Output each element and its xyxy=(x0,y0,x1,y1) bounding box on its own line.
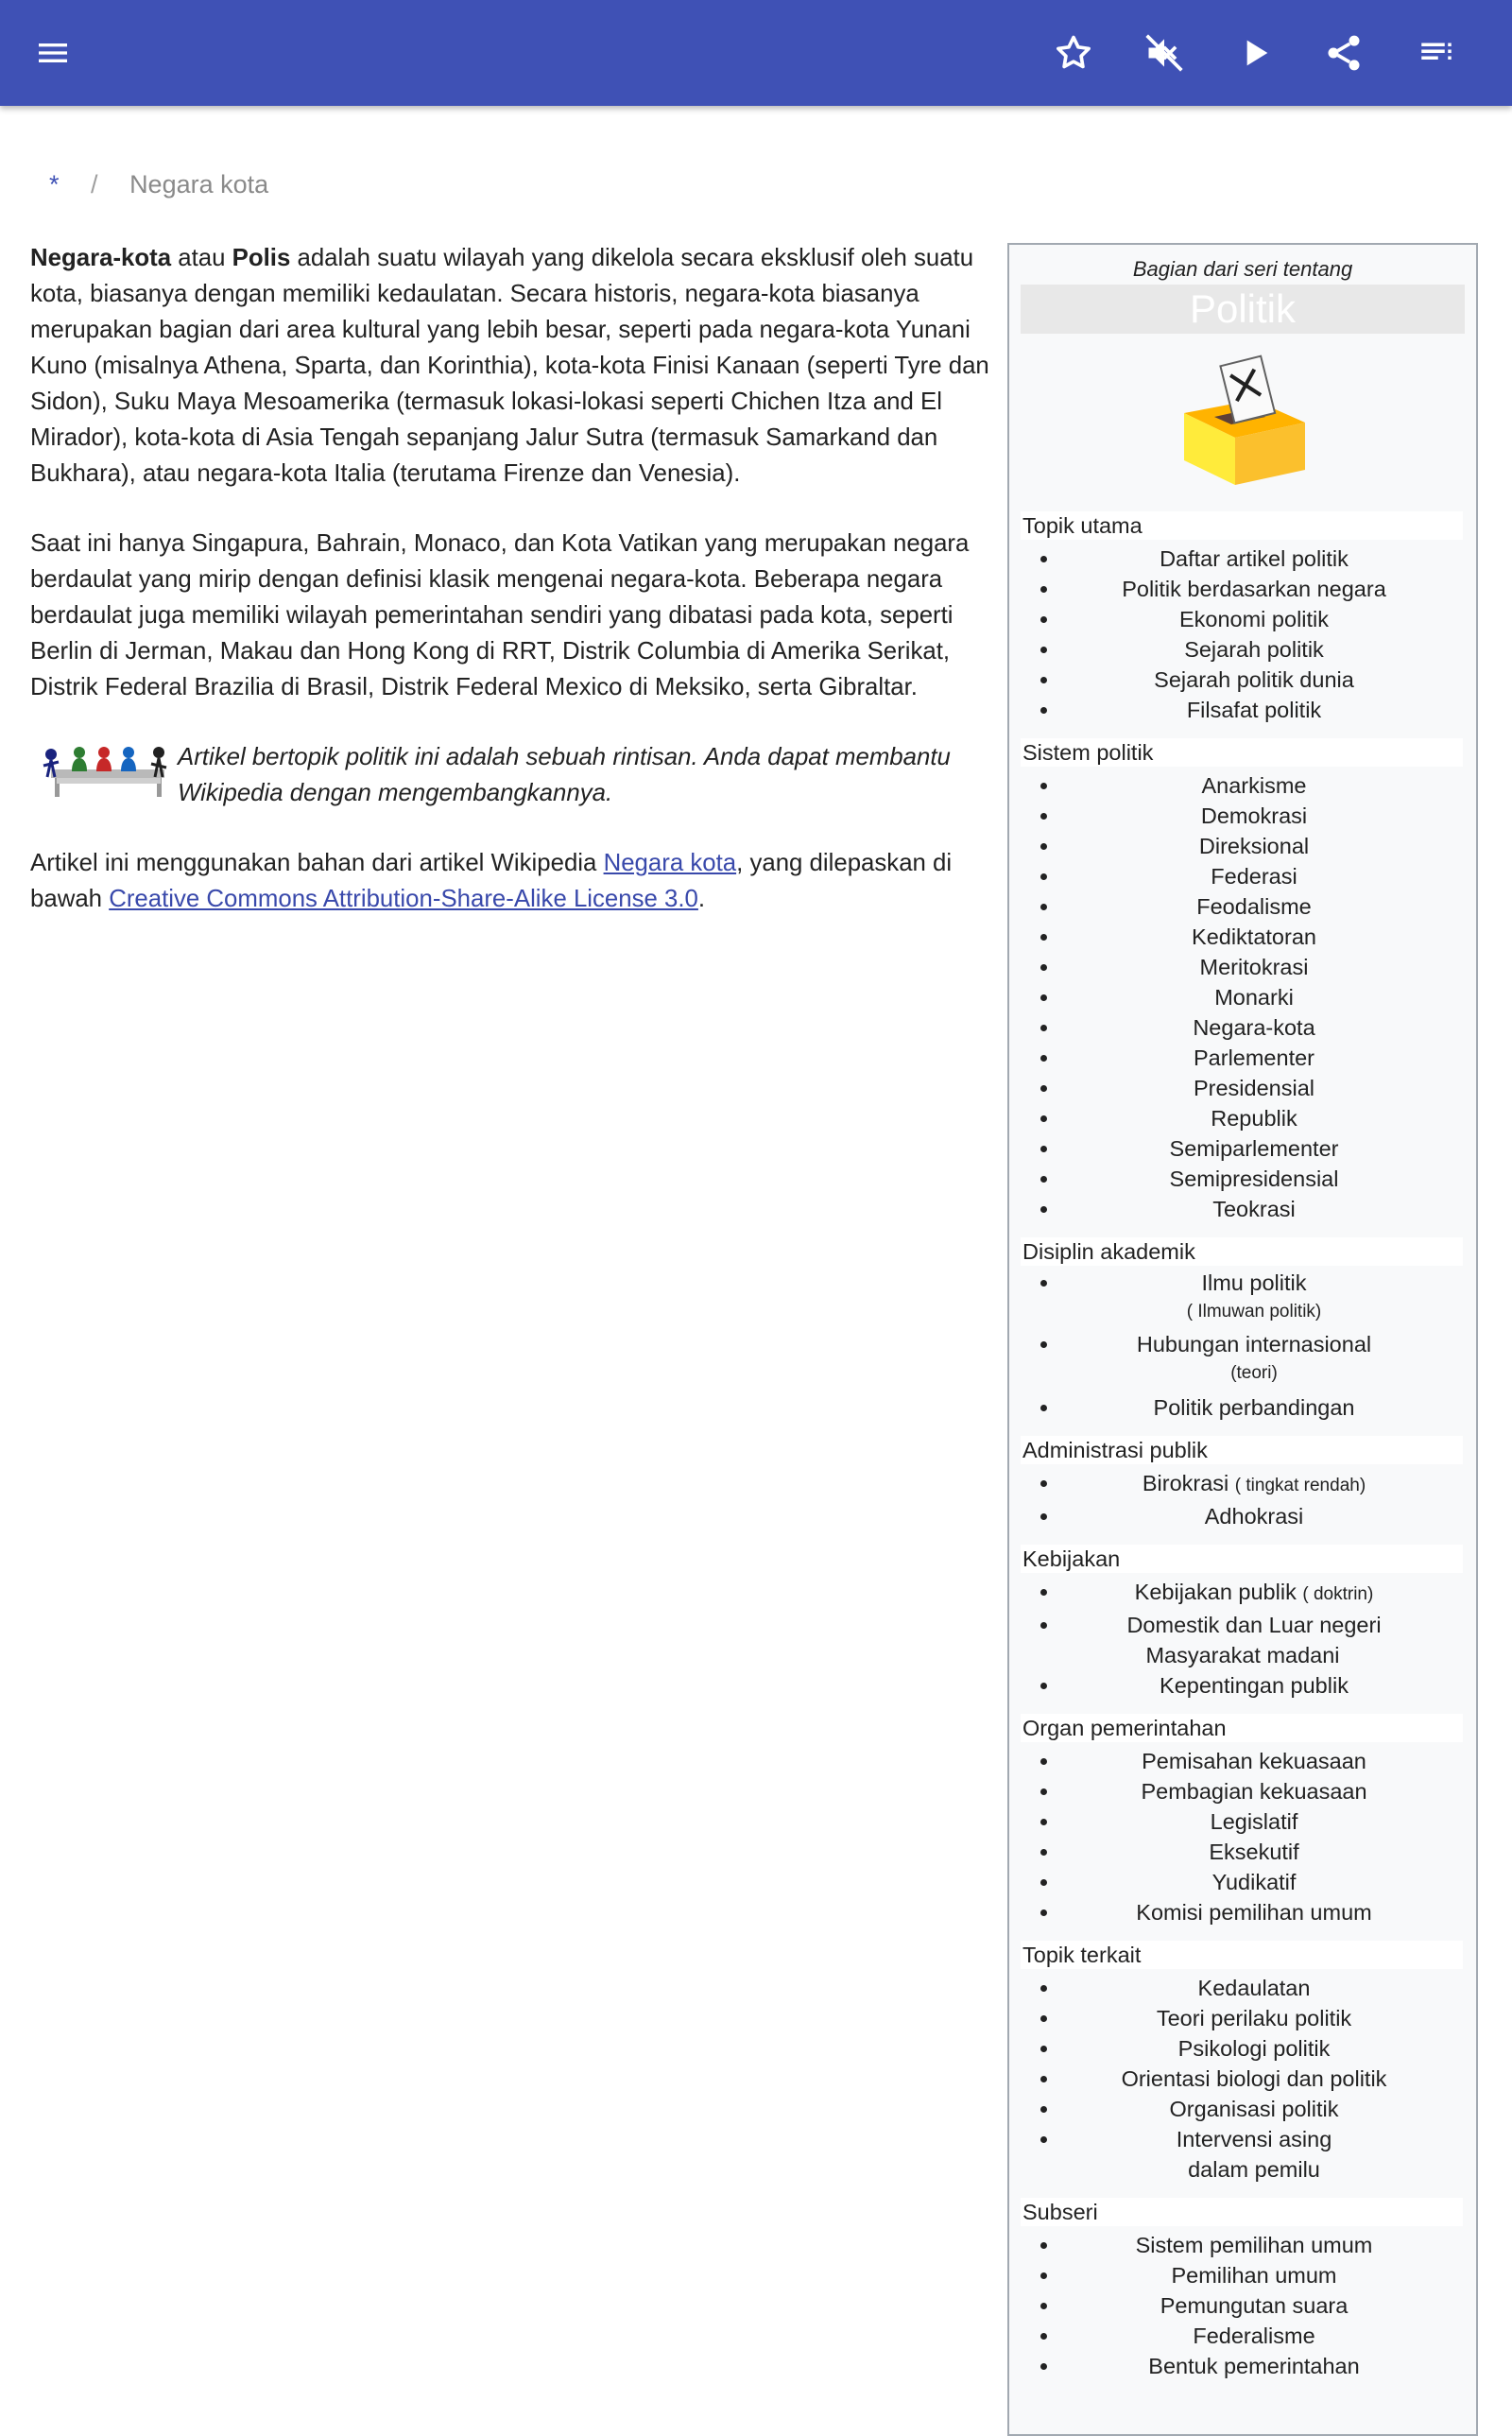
politics-stub-icon xyxy=(30,739,178,800)
topic-list xyxy=(1009,544,1476,725)
favorite-button[interactable] xyxy=(1045,25,1102,81)
topic-list xyxy=(1009,2230,1476,2381)
list-item xyxy=(1060,1610,1476,1640)
topic-link[interactable]: Presidensial xyxy=(1193,1076,1314,1100)
list-item xyxy=(1060,1577,1476,1610)
list-item xyxy=(1060,1837,1476,1867)
topic-link[interactable]: Republik xyxy=(1211,1106,1297,1131)
topic-link[interactable]: Politik berdasarkan negara xyxy=(1122,577,1386,601)
section-heading: Topik terkait xyxy=(1021,1941,1463,1969)
list-item xyxy=(1060,1776,1476,1806)
topic-link[interactable]: Intervensi asing xyxy=(1176,2127,1332,2151)
list-item xyxy=(1060,922,1476,952)
infobox-title[interactable]: Politik xyxy=(1021,285,1465,334)
list-item xyxy=(1060,2124,1476,2185)
topic-link[interactable]: Negara-kota xyxy=(1193,1015,1315,1040)
topic-link[interactable]: Masyarakat madani xyxy=(1145,1643,1340,1667)
topic-link[interactable]: Sejarah politik xyxy=(1184,637,1324,662)
topic-link[interactable]: Direksional xyxy=(1198,834,1310,858)
section-heading: Sistem politik xyxy=(1021,738,1463,767)
topic-link[interactable]: Pemisahan kekuasaan xyxy=(1142,1749,1366,1773)
list-item xyxy=(1060,1164,1476,1194)
list-item xyxy=(1060,544,1476,574)
section-heading: Kebijakan xyxy=(1021,1545,1463,1573)
topic-link[interactable]: Yudikatif xyxy=(1211,1870,1297,1894)
topic-link[interactable]: Teori perilaku politik xyxy=(1156,2006,1352,2030)
list-item xyxy=(1060,1392,1476,1423)
volume-off-icon xyxy=(1143,32,1185,74)
topic-link[interactable]: Psikologi politik xyxy=(1177,2036,1331,2061)
stub-text: Artikel bertopik politik ini adalah sebuah rintisan. Anda dapat membantu Wikipedia dengan mengembangkannya. xyxy=(178,744,951,806)
share-button[interactable] xyxy=(1315,25,1372,81)
text: adalah suatu wilayah yang dikelola secara eksklusif oleh suatu kota, biasanya dengan memiliki kedaulatan. Secara historis, negara-kota biasanya merupakan bagian dari area kultural yang lebih besar, seperti pada negara-kota Yunani Kuno (misalnya Athena, Sparta, dan Korinthia), kota-kota Finisi Kanaan (seperti Tyre dan Sidon), Suku Maya Mesoamerika (termasuk lokasi-lokasi seperti Chichen Itza and El Mirador), kota-kota di Asia Tengah sepanjang Jalur Sutra (termasuk Samarkand dan Bukhara), atau negara-kota Italia (terutama Firenze dan Venesia). xyxy=(30,245,989,487)
article-body xyxy=(30,240,994,951)
list-item xyxy=(1060,1670,1476,1701)
contents-button[interactable] xyxy=(1408,25,1465,81)
list-item xyxy=(1060,1867,1476,1897)
list-item xyxy=(1060,2064,1476,2094)
list-item xyxy=(1060,1468,1476,1501)
section-disiplin-akademik xyxy=(1009,1237,1476,1423)
list-item xyxy=(1060,1806,1476,1837)
stub-notice xyxy=(30,739,994,811)
topic-link[interactable]: Birokrasi xyxy=(1142,1471,1229,1495)
play-icon xyxy=(1236,34,1274,72)
topic-link[interactable]: Feodalisme xyxy=(1196,894,1312,919)
section-heading: Subseri xyxy=(1021,2198,1463,2226)
section-subseri xyxy=(1009,2198,1476,2381)
list-item xyxy=(1060,1012,1476,1043)
list-item xyxy=(1060,2290,1476,2321)
menu-icon xyxy=(34,34,72,72)
topic-link[interactable]: (teori) xyxy=(1230,1363,1278,1383)
list-item xyxy=(1060,1103,1476,1133)
topic-list xyxy=(1009,770,1476,1224)
politics-infobox xyxy=(1007,243,1478,2436)
topic-link[interactable]: Federasi xyxy=(1211,864,1297,889)
share-icon xyxy=(1323,32,1365,74)
list-item xyxy=(1060,952,1476,982)
section-heading: Administrasi publik xyxy=(1021,1436,1463,1464)
list-item xyxy=(1060,1270,1476,1325)
play-button[interactable] xyxy=(1227,25,1283,81)
topic-link[interactable]: Sistem pemilihan umum xyxy=(1135,2233,1373,2257)
ballot-box-icon xyxy=(1177,354,1309,487)
topic-link[interactable]: Parlementer xyxy=(1194,1045,1314,1070)
section-heading: Topik utama xyxy=(1021,511,1463,540)
list-item xyxy=(1060,2033,1476,2064)
list-item xyxy=(1060,695,1476,725)
topic-link[interactable]: Federalisme xyxy=(1193,2324,1315,2348)
bold-term-polis: Polis xyxy=(232,245,291,271)
topic-link[interactable]: Anarkisme xyxy=(1201,773,1307,798)
topic-link[interactable]: Sejarah politik dunia xyxy=(1154,667,1354,692)
infobox-series-label: Bagian dari seri tentang xyxy=(1132,257,1353,281)
topic-link[interactable]: Kedaulatan xyxy=(1197,1976,1311,2000)
topic-link[interactable]: ( Ilmuwan politik) xyxy=(1186,1302,1322,1322)
topic-link[interactable]: Hubungan internasional xyxy=(1136,1332,1372,1356)
topic-link[interactable]: Ilmu politik xyxy=(1201,1270,1307,1295)
topic-link[interactable]: Kebijakan publik xyxy=(1134,1580,1297,1604)
list-item xyxy=(1060,634,1476,665)
list-item xyxy=(1060,2230,1476,2260)
list-item xyxy=(1060,982,1476,1012)
list-item xyxy=(1060,770,1476,801)
text: , yang dilepaskan di bawah xyxy=(30,850,953,912)
list-item xyxy=(1060,1043,1476,1073)
section-sistem-politik xyxy=(1009,738,1476,1224)
list-item xyxy=(1060,2321,1476,2351)
topic-link[interactable]: Politik perbandingan xyxy=(1153,1395,1355,1420)
text: atau xyxy=(171,245,232,271)
menu-button[interactable] xyxy=(25,25,81,81)
list-item xyxy=(1060,1073,1476,1103)
list-item xyxy=(1060,1501,1476,1531)
topic-list xyxy=(1009,1468,1476,1531)
topic-link[interactable]: Pemungutan suara xyxy=(1160,2293,1349,2318)
list-item xyxy=(1060,831,1476,861)
breadcrumb-home-link[interactable]: * xyxy=(49,170,60,199)
topic-link[interactable]: Demokrasi xyxy=(1200,803,1308,828)
topic-link[interactable]: Teokrasi xyxy=(1212,1197,1296,1221)
article-paragraph-1 xyxy=(30,240,994,492)
section-heading: Disiplin akademik xyxy=(1021,1237,1463,1266)
topic-link[interactable]: Kediktatoran xyxy=(1192,924,1316,949)
article-paragraph-2: Saat ini hanya Singapura, Bahrain, Monaco, dan Kota Vatikan yang merupakan negara berdaulat yang mirip dengan definisi klasik mengenai negara-kota. Beberapa negara berdaulat juga memiliki wilayah pemerintahan sendiri yang dibatasi pada kota, seperti Berlin di Jerman, Makau dan Hong Kong di RRT, Distrik Columbia di Amerika Serikat, Distrik Federal Brazilia di Brasil, Distrik Federal Mexico di Meksiko, serta Gibraltar. xyxy=(30,530,970,700)
section-kebijakan xyxy=(1009,1545,1476,1701)
section-heading: Organ pemerintahan xyxy=(1021,1714,1463,1742)
topic-list xyxy=(1009,1746,1476,1927)
list-item xyxy=(1060,891,1476,922)
list-item xyxy=(1060,574,1476,604)
text: . xyxy=(697,886,706,912)
list-item xyxy=(1060,1973,1476,2003)
topic-link[interactable]: ( doktrin) xyxy=(1302,1584,1374,1604)
topic-link[interactable]: Meritokrasi xyxy=(1199,955,1309,979)
text: Artikel ini menggunakan bahan dari artikel Wikipedia xyxy=(30,850,604,876)
list-item xyxy=(1060,2260,1476,2290)
list-item xyxy=(1060,665,1476,695)
topic-link[interactable]: Adhokrasi xyxy=(1204,1504,1304,1529)
topic-link[interactable]: Domestik dan Luar negeri xyxy=(1126,1613,1382,1637)
topic-link[interactable]: ( tingkat rendah) xyxy=(1234,1476,1366,1495)
list-item xyxy=(1060,1640,1476,1670)
list-item xyxy=(1060,1897,1476,1927)
ballot-box-image xyxy=(1009,334,1476,510)
topic-link[interactable]: Monarki xyxy=(1214,985,1294,1010)
list-item xyxy=(1060,1194,1476,1224)
section-topik-utama xyxy=(1009,511,1476,725)
topic-link[interactable]: Kepentingan publik xyxy=(1160,1673,1349,1698)
topic-list xyxy=(1009,1973,1476,2185)
license-link[interactable]: Creative Commons Attribution-Share-Alike License 3.0 xyxy=(109,886,698,912)
star-outline-icon xyxy=(1053,32,1094,74)
topic-link[interactable]: Komisi pemilihan umum xyxy=(1136,1900,1372,1925)
list-item xyxy=(1060,1331,1476,1387)
list-item xyxy=(1060,2003,1476,2033)
list-item xyxy=(1060,801,1476,831)
list-item xyxy=(1060,2094,1476,2124)
topic-link[interactable]: Semipresidensial xyxy=(1169,1166,1339,1191)
topic-link[interactable]: Ekonomi politik xyxy=(1178,607,1330,631)
topic-link[interactable]: Daftar artikel politik xyxy=(1160,546,1349,571)
list-item xyxy=(1060,604,1476,634)
breadcrumb-separator: / xyxy=(91,170,98,199)
license-notice xyxy=(30,845,994,917)
topic-link[interactable]: Organisasi politik xyxy=(1169,2097,1339,2121)
topic-link[interactable]: dalam pemilu xyxy=(1188,2157,1320,2182)
topic-link[interactable]: Pemilihan umum xyxy=(1171,2263,1337,2288)
topic-link[interactable]: Bentuk pemerintahan xyxy=(1148,2354,1360,2378)
topic-list xyxy=(1009,1270,1476,1423)
topic-link[interactable]: Orientasi biologi dan politik xyxy=(1121,2066,1387,2091)
topic-link[interactable]: Pembagian kekuasaan xyxy=(1141,1779,1367,1804)
topic-link[interactable]: Semiparlementer xyxy=(1169,1136,1339,1161)
topic-link[interactable]: Filsafat politik xyxy=(1186,698,1322,722)
breadcrumb-current: Negara kota xyxy=(129,170,269,199)
section-topik-terkait xyxy=(1009,1941,1476,2185)
app-bar xyxy=(0,0,1512,106)
list-item xyxy=(1060,2351,1476,2381)
topic-list xyxy=(1009,1577,1476,1701)
section-organ-pemerintahan xyxy=(1009,1714,1476,1927)
list-item xyxy=(1060,1746,1476,1776)
mute-button[interactable] xyxy=(1136,25,1193,81)
section-administrasi-publik xyxy=(1009,1436,1476,1531)
bold-term-negara-kota: Negara-kota xyxy=(30,245,172,271)
breadcrumb xyxy=(49,170,268,199)
topic-link[interactable]: Eksekutif xyxy=(1209,1840,1299,1864)
list-item xyxy=(1060,861,1476,891)
topic-link[interactable]: Legislatif xyxy=(1210,1809,1298,1834)
list-item xyxy=(1060,1133,1476,1164)
playlist-icon xyxy=(1417,33,1456,73)
source-article-link[interactable]: Negara kota xyxy=(603,850,737,876)
